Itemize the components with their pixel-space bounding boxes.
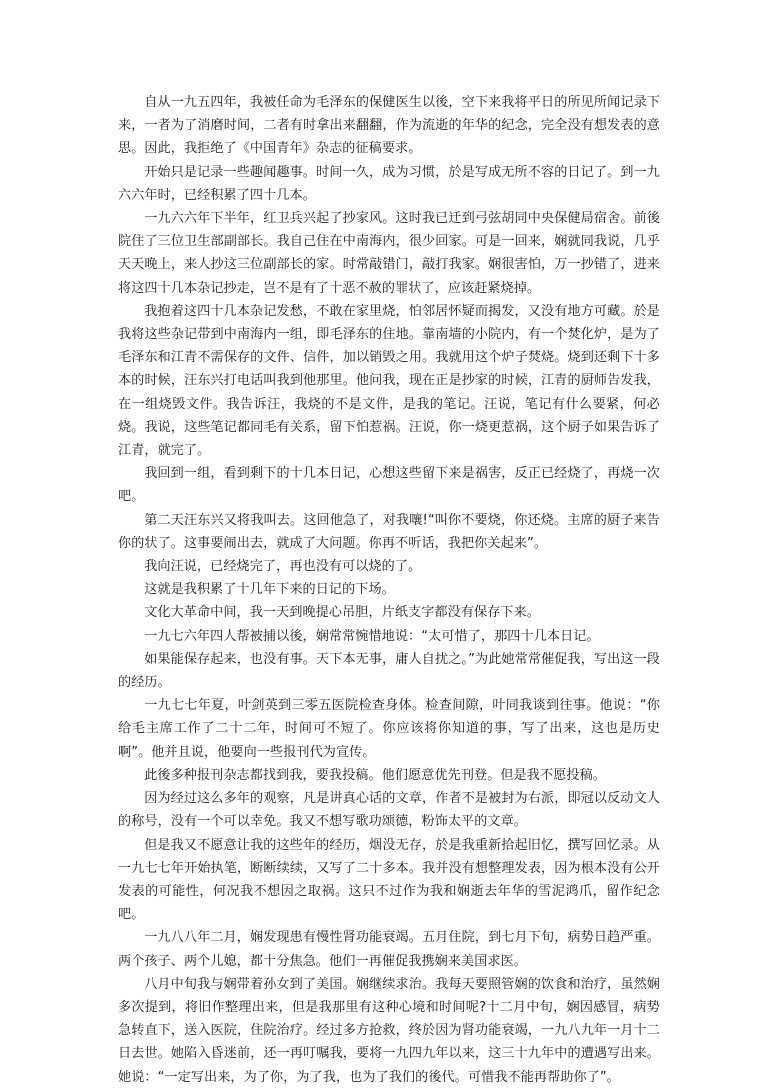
paragraph-11: 如果能保存起来，也没有事。天下本无事，庸人自扰之。”为此她常常催促我，写出这一段的经历。 [118,651,660,691]
paragraph-1: 自从一九五四年，我被任命为毛泽东的保健医生以後，空下来我将平日的所见所闻记录下来，一者为了消磨时间，二者有时拿出来翻翻，作为流逝的年华的纪念，完全没有想发表的意思。因此，我拒绝了《中国青年》杂志的征稿要求。 [118,95,660,157]
paragraph-5: 我回到一组，看到剩下的十几本日记，心想这些留下来是祸害，反正已经烧了，再烧一次吧。 [118,466,660,505]
document-body [118,91,660,1089]
paragraph-4: 我抱着这四十几本杂记发愁，不敢在家里烧，怕邻居怀疑而揭发，又没有地方可藏。於是我将这些杂记带到中南海内一组，即毛泽东的住地。靠南墙的小院内，有一个焚化炉，是为了毛泽东和江青不需保存的文件、信件，加以销毁之用。我就用这个炉子焚烧。烧到还剩下十多本的时候，汪东兴打电话叫我到他那里。他问我，现在正是抄家的时候，江青的厨师告发我，在一组烧毁文件。我告诉汪，我烧的不是文件，是我的笔记。汪说，笔记有什么要紧，何必烧。我说，这些笔记都同毛有关系，留下怕惹祸。汪说，你一烧更惹祸，这个厨子如果告诉了江青，就完了。 [118,303,660,459]
paragraph-2: 开始只是记录一些趣闻趣事。时间一久，成为习惯，於是写成无所不容的日记了。到一九六六年时，已经积累了四十几本。 [118,164,660,203]
paragraph-10: 一九七六年四人帮被捕以後，娴常常惋惜地说：“太可惜了，那四十几本日记。 [144,628,600,644]
paragraph-7: 我向汪说，已经烧完了，再也没有可以烧的了。 [144,559,422,575]
paragraph-13: 此後多种报刊杂志都找到我，要我投稿。他们愿意优先刊登。但是我不愿投稿。 [144,767,606,783]
paragraph-9: 文化大革命中间，我一天到晚提心吊胆，片纸支字都没有保存下来。 [144,605,540,621]
paragraph-6: 第二天汪东兴又将我叫去。这回他急了，对我嚷!“叫你不要烧，你还烧。主席的厨子来告你的状了。这事要闹出去，就成了大问题。你再不听话，我把你关起来”。 [118,512,660,551]
paragraph-16: 一九八八年二月，娴发现患有慢性肾功能衰竭。五月住院，到七月下旬，病势日趋严重。两个孩子、两个儿媳，都十分焦急。他们一再催促我携娴来美国求医。 [118,930,660,969]
paragraph-17: 八月中旬我与娴带着孙女到了美国。娴继续求治。我每天要照管娴的饮食和治疗，虽然娴多次提到，将旧作整理出来，但是我那里有这种心境和时间呢?十二月中旬，娴因感冒，病势急转直下，送入医院，住院治疗。经过多方抢救，终於因为肾功能衰竭，一九八九年一月十二日去世。她陷入昏迷前，还一再叮嘱我，要将一九四九年以来，这三十九年中的遭遇写出来。她说：“一定写出来，为了你，为了我，也为了我们的後代。可惜我不能再帮助你了”。 [118,976,660,1085]
paragraph-3: 一九六六年下半年，红卫兵兴起了抄家风。这时我已迁到弓弦胡同中央保健局宿舍。前後院住了三位卫生部副部长。我自己住在中南海内，很少回家。可是一回来，娴就同我说，几乎天天晚上，来人抄这三位副部长的家。时常敲错门，敲打我家。娴很害怕，万一抄错了，进来将这四十几本杂记抄走，岂不是有了十恶不赦的罪状了，应该赶紧烧掉。 [118,211,660,296]
paragraph-12: 一九七七年夏，叶剑英到三零五医院检查身体。检查间隙，叶同我谈到往事。他说：“你给毛主席工作了二十二年，时间可不短了。你应该将你知道的事，写了出来，这也是历史啊”。他并且说，他要向一些报刊代为宣传。 [118,698,660,760]
paragraph-8: 这就是我积累了十几年下来的日记的下场。 [144,582,395,598]
paragraph-15: 但是我又不愿意让我的这些年的经历，烟没无存，於是我重新拾起旧忆，撰写回忆录。从一九七七年开始执笔，断断续续，又写了二十多本。我并没有想整理发表，因为根本没有公开发表的可能性，何况我不想因之取祸。这只不过作为我和娴逝去年华的雪泥鸿爪，留作纪念吧。 [118,837,660,923]
paragraph-14: 因为经过这么多年的观察，凡是讲真心话的文章，作者不是被封为右派，即冠以反动文人的称号，没有一个可以幸免。我又不想写歌功颂德，粉饰太平的文章。 [118,791,660,830]
